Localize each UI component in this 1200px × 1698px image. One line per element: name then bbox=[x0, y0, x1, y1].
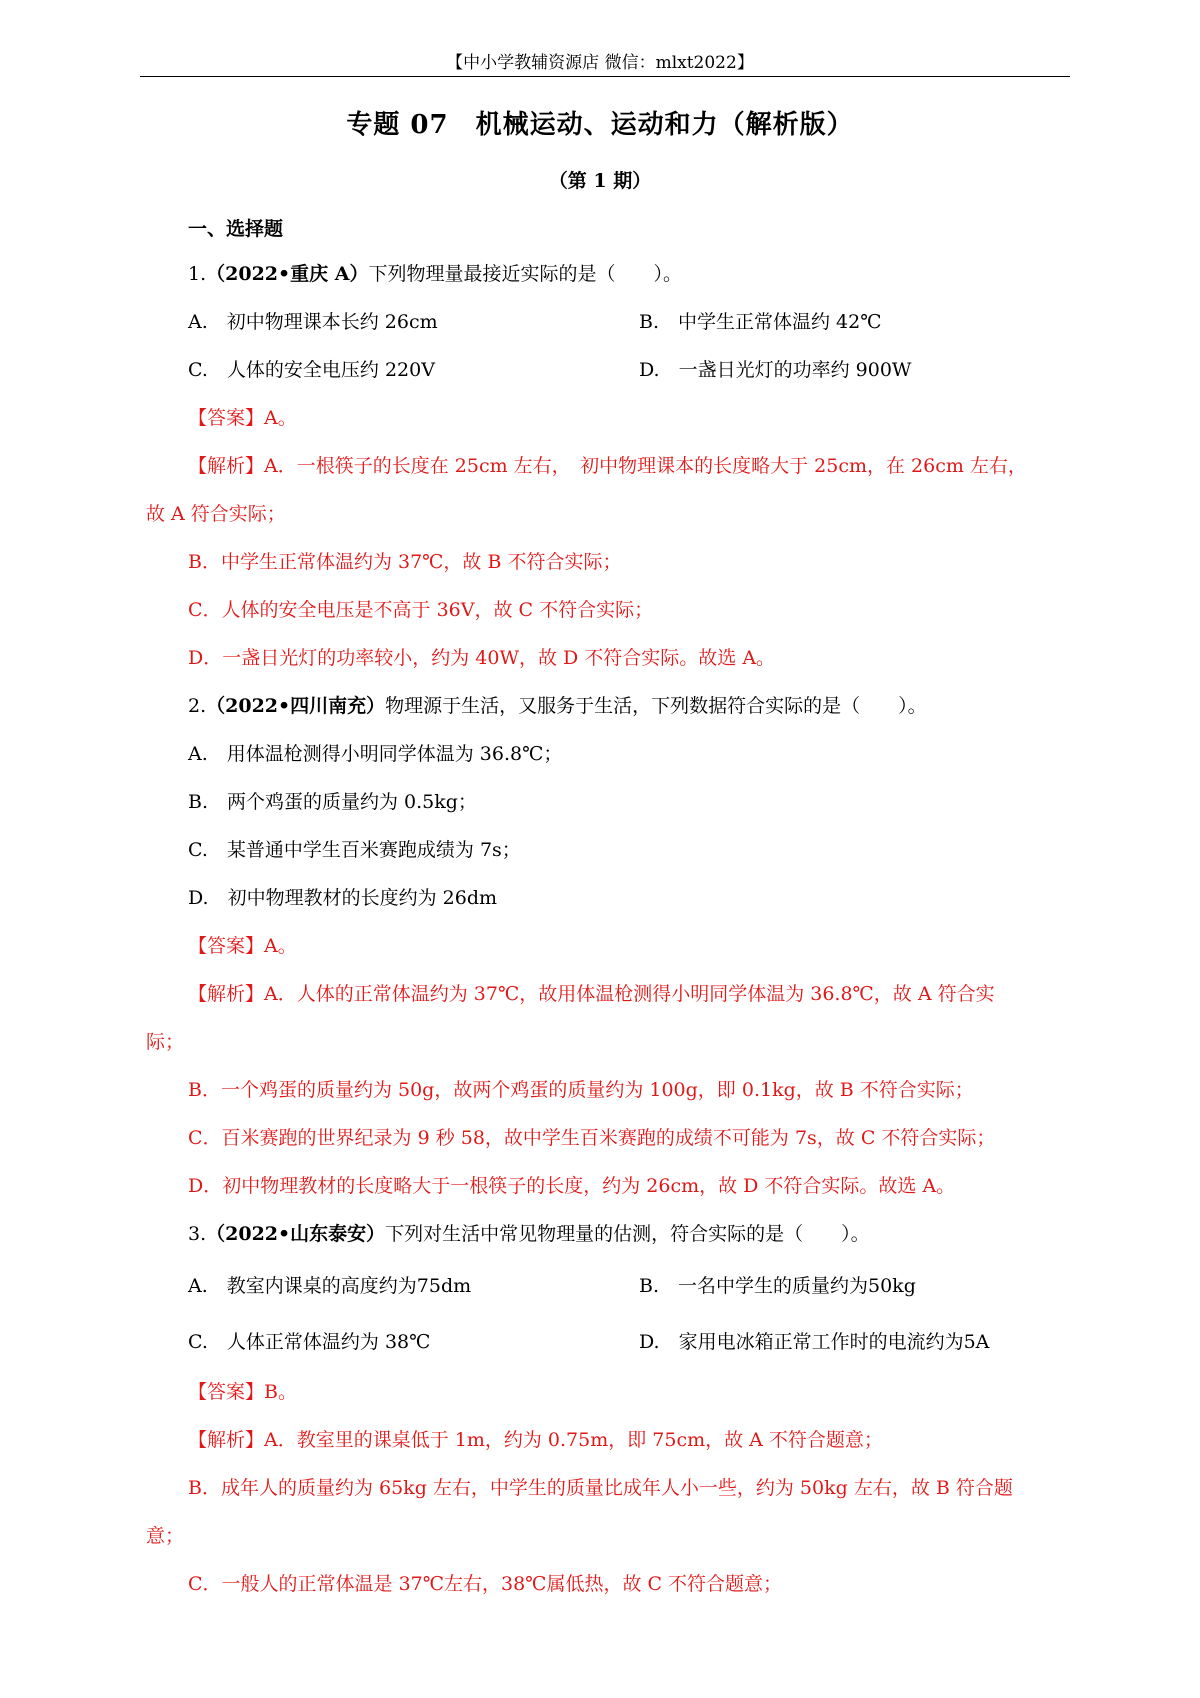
question-source: （2022•山东泰安） bbox=[206, 1223, 386, 1245]
q2-analysis-line: B．一个鸡蛋的质量约为 50g，故两个鸡蛋的质量约为 100g，即 0.1kg，故 B 不符合实际； bbox=[188, 1079, 974, 1101]
q1-answer: 【答案】A。 bbox=[188, 407, 297, 429]
q3-option-b: B. 一名中学生的质量约为50kg bbox=[639, 1275, 916, 1297]
q3-option-d: D. 家用电冰箱正常工作时的电流约为5A bbox=[639, 1331, 990, 1353]
q2-option-c: C. 某普通中学生百米赛跑成绩为 7s； bbox=[188, 839, 521, 861]
question-source: （2022•四川南充） bbox=[206, 695, 386, 717]
question-3 bbox=[188, 1219, 870, 1246]
question-source: （2022•重庆 A） bbox=[206, 263, 369, 285]
q3-analysis-line: C．一般人的正常体温是 37℃左右，38℃属低热，故 C 不符合题意； bbox=[188, 1573, 783, 1595]
question-2 bbox=[188, 691, 927, 718]
question-number: 2. bbox=[188, 695, 207, 717]
question-1 bbox=[188, 259, 682, 286]
header-divider bbox=[140, 76, 1070, 77]
question-stem: 下列对生活中常见物理量的估测，符合实际的是（ ）。 bbox=[385, 1223, 870, 1245]
q1-analysis-line: 【解析】A．一根筷子的长度在 25cm 左右， 初中物理课本的长度略大于 25cm，在 26cm 左右， bbox=[188, 455, 1027, 477]
page-header: 【中小学教辅资源店 微信：mlxt2022】 bbox=[446, 53, 754, 73]
q1-option-c: C. 人体的安全电压约 220V bbox=[188, 359, 435, 381]
section-heading: 一、选择题 bbox=[188, 218, 284, 240]
q2-analysis-line: 【解析】A．人体的正常体温约为 37℃，故用体温枪测得小明同学体温为 36.8℃，故 A 符合实 bbox=[188, 983, 995, 1005]
q2-answer: 【答案】A。 bbox=[188, 935, 297, 957]
question-number: 1. bbox=[188, 263, 207, 285]
q3-answer: 【答案】B。 bbox=[188, 1381, 297, 1403]
q3-option-c: C. 人体正常体温约为 38℃ bbox=[188, 1331, 431, 1353]
q1-option-d: D. 一盏日光灯的功率约 900W bbox=[639, 359, 912, 381]
document-title: 专题 07 机械运动、运动和力（解析版） bbox=[346, 110, 854, 140]
q2-option-a: A. 用体温枪测得小明同学体温为 36.8℃； bbox=[188, 743, 563, 765]
q2-analysis-line: 际； bbox=[146, 1031, 185, 1053]
q2-option-b: B. 两个鸡蛋的质量约为 0.5kg； bbox=[188, 791, 477, 813]
question-stem: 下列物理量最接近实际的是（ ）。 bbox=[368, 263, 683, 285]
q2-analysis-line: C．百米赛跑的世界纪录为 9 秒 58，故中学生百米赛跑的成绩不可能为 7s，故 C 不符合实际； bbox=[188, 1127, 996, 1149]
q3-analysis-line: 意； bbox=[146, 1525, 185, 1547]
q1-option-b: B. 中学生正常体温约 42℃ bbox=[639, 311, 882, 333]
q3-analysis-line: B．成年人的质量约为 65kg 左右，中学生的质量比成年人小一些，约为 50kg 左右，故 B 符合题 bbox=[188, 1477, 1013, 1499]
q1-analysis-line: B．中学生正常体温约为 37℃，故 B 不符合实际； bbox=[188, 551, 622, 573]
question-stem: 物理源于生活，又服务于生活，下列数据符合实际的是（ ）。 bbox=[385, 695, 927, 717]
q2-option-d: D. 初中物理教材的长度约为 26dm bbox=[188, 887, 497, 909]
q3-analysis-line: 【解析】A．教室里的课桌低于 1m，约为 0.75m，即 75cm，故 A 不符合题意； bbox=[188, 1429, 883, 1451]
q1-option-a: A. 初中物理课本长约 26cm bbox=[188, 311, 438, 333]
question-number: 3. bbox=[188, 1223, 207, 1245]
q3-option-a: A. 教室内课桌的高度约为75dm bbox=[188, 1275, 472, 1297]
issue-subtitle: （第 1 期） bbox=[548, 170, 652, 192]
q1-analysis-line: D．一盏日光灯的功率较小，约为 40W，故 D 不符合实际。故选 A。 bbox=[188, 647, 776, 669]
q2-analysis-line: D．初中物理教材的长度略大于一根筷子的长度，约为 26cm，故 D 不符合实际。故选 A。 bbox=[188, 1175, 956, 1197]
q1-analysis-line: 故 A 符合实际； bbox=[146, 503, 286, 525]
q1-analysis-line: C．人体的安全电压是不高于 36V，故 C 不符合实际； bbox=[188, 599, 654, 621]
